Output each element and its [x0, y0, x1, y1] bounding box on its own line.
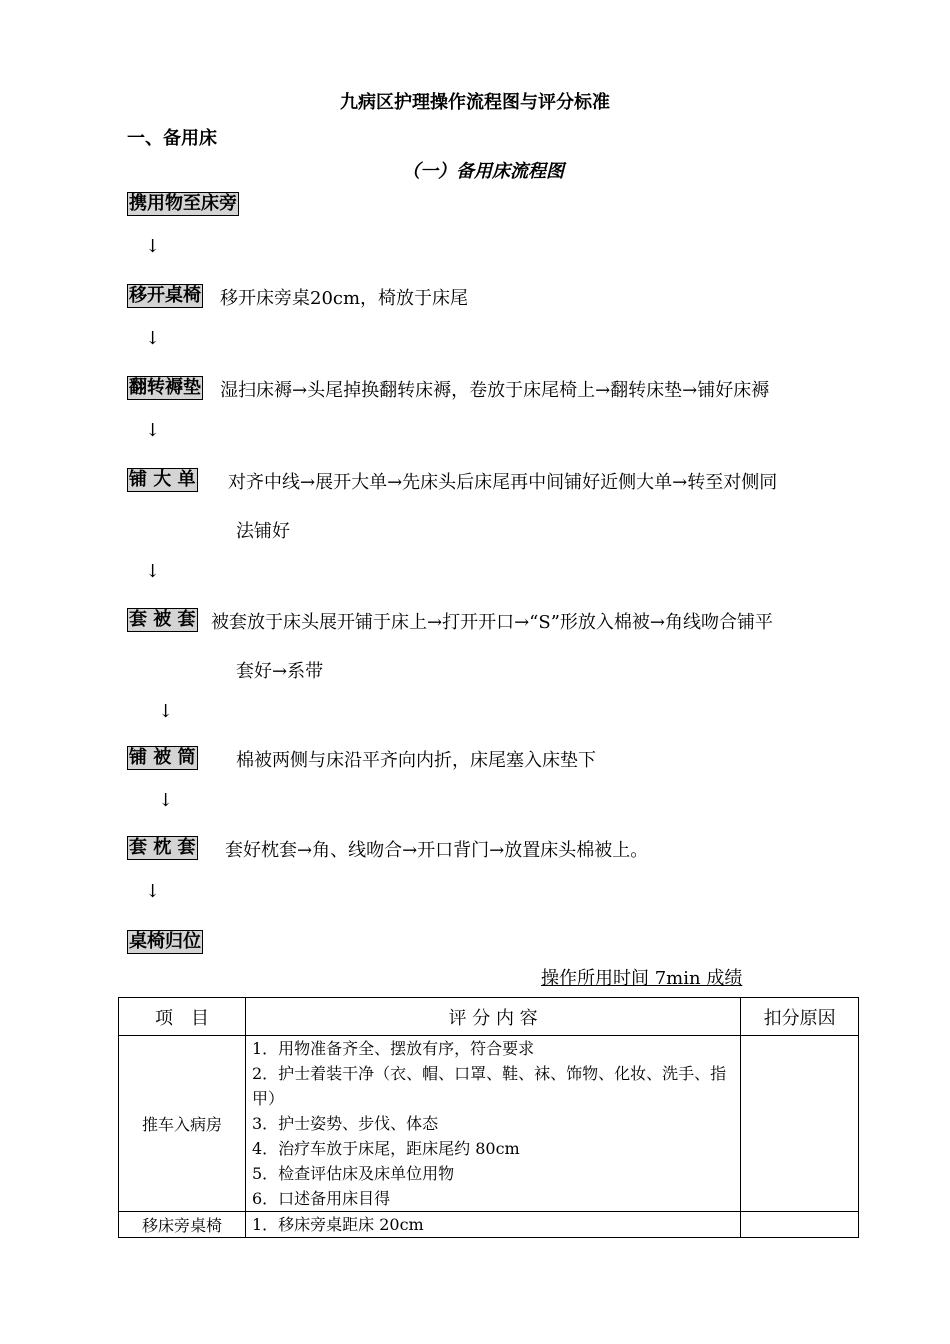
document-title: 九病区护理操作流程图与评分标准: [340, 92, 610, 113]
flowchart-subtitle: （一）备用床流程图: [402, 161, 564, 182]
flow-arrow: ↓: [145, 328, 161, 349]
row-item: 移床旁桌椅: [119, 1212, 246, 1238]
flow-step-desc-continued: 套好→系带: [236, 661, 324, 682]
content-line: 2．护士着装干净（衣、帽、口罩、鞋、袜、饰物、化妆、洗手、指甲）: [251, 1064, 727, 1108]
row-reason: [741, 1036, 859, 1212]
flow-step-tag: 铺 被 筒: [129, 747, 196, 768]
flow-step-desc: 棉被两侧与床沿平齐向内折，床尾塞入床垫下: [236, 750, 596, 771]
content-line: 4．治疗车放于床尾，距床尾约 80cm: [251, 1139, 520, 1158]
flow-step-tag: 铺 大 单: [129, 469, 196, 490]
row-contents: [245, 1212, 740, 1238]
flow-step-desc: 对齐中线→展开大单→先床头后床尾再中间铺好近侧大单→转至对侧同: [228, 472, 778, 493]
flow-step-desc-continued: 法铺好: [236, 521, 290, 542]
flow-step-desc: 移开床旁桌20cm，椅放于床尾: [220, 288, 469, 309]
time-score-line: 操作所用时间 7min 成绩: [541, 968, 743, 989]
content-line: 6．口述备用床目得: [251, 1189, 391, 1208]
flow-step-restore-furniture: [127, 930, 203, 954]
table-row: [119, 1036, 859, 1212]
header-deduction-reason: 扣分原因: [741, 998, 859, 1036]
flow-step-pillowcase: [127, 836, 198, 860]
table-row: [119, 1212, 859, 1238]
flow-step-quilt-tube: [127, 746, 198, 770]
row-item: 推车入病房: [119, 1036, 246, 1212]
flow-step-turn-mattress: [127, 376, 203, 400]
flow-step-tag: 携用物至床旁: [129, 193, 237, 214]
flow-step-carry-items: [127, 192, 239, 216]
row-contents: [245, 1036, 740, 1212]
flow-step-tag: 套 枕 套: [129, 837, 196, 858]
flow-step-duvet-cover: [127, 608, 198, 632]
flow-arrow: ↓: [158, 701, 174, 722]
flow-step-tag: 桌椅归位: [129, 931, 201, 952]
content-line: 1．移床旁桌距床 20cm: [251, 1215, 424, 1234]
flow-step-desc: 湿扫床褥→头尾掉换翻转床褥，卷放于床尾椅上→翻转床垫→铺好床褥: [220, 380, 770, 401]
content-line: 3．护士姿势、步伐、体态: [251, 1114, 439, 1133]
content-line: 5．检查评估床及床单位用物: [251, 1164, 455, 1183]
flow-step-move-table: [127, 284, 203, 308]
row-reason: [741, 1212, 859, 1238]
scoring-table: [118, 997, 859, 1238]
flow-step-sheet: [127, 468, 198, 492]
flow-step-tag: 移开桌椅: [129, 285, 201, 306]
flow-arrow: ↓: [158, 790, 174, 811]
section-heading: 一、备用床: [127, 128, 217, 149]
flow-arrow: ↓: [145, 881, 161, 902]
flow-arrow: ↓: [145, 236, 161, 257]
table-header-row: [119, 998, 859, 1036]
flow-arrow: ↓: [145, 561, 161, 582]
flow-step-desc: 套好枕套→角、线吻合→开口背门→放置床头棉被上。: [225, 840, 649, 861]
content-line: 1．用物准备齐全、摆放有序，符合要求: [251, 1039, 535, 1058]
header-item: 项 目: [119, 998, 246, 1036]
flow-step-tag: 翻转褥垫: [129, 377, 201, 398]
header-content: 评 分 内 容: [245, 998, 740, 1036]
flow-arrow: ↓: [145, 420, 161, 441]
flow-step-tag: 套 被 套: [129, 609, 196, 630]
flow-step-desc: 被套放于床头展开铺于床上→打开开口→“S”形放入棉被→角线吻合铺平: [211, 612, 773, 633]
